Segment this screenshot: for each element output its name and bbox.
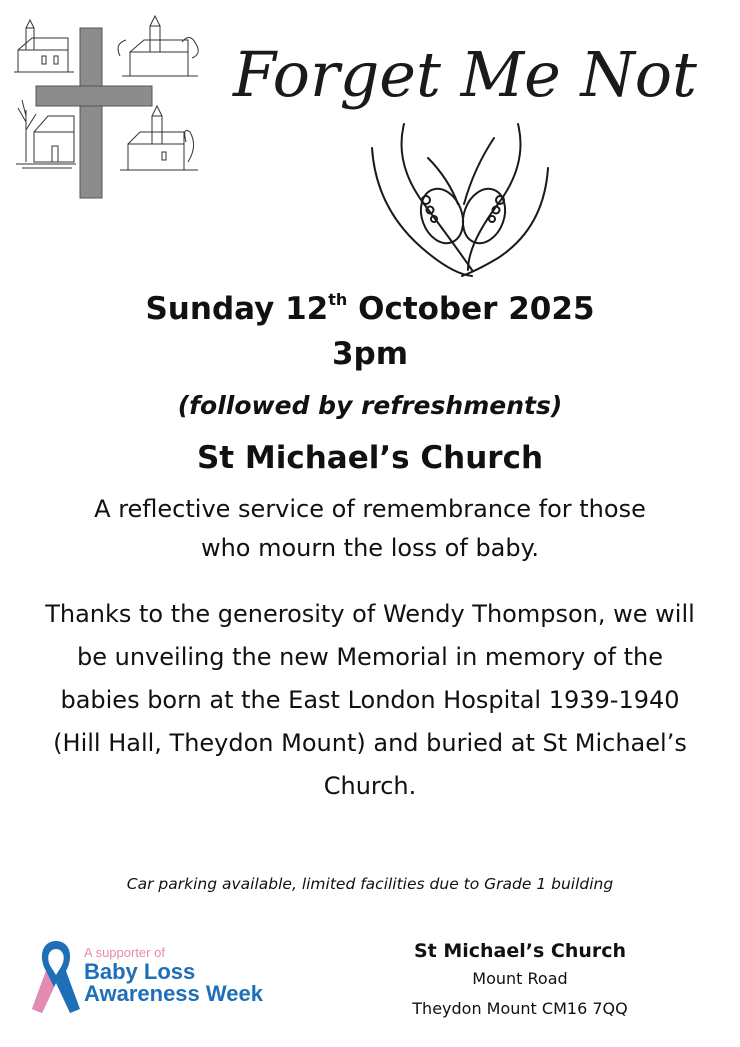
hands-holding-baby-feet-illustration bbox=[368, 118, 554, 278]
page-title bbox=[198, 30, 733, 120]
supporter-name-line2: Awareness Week bbox=[84, 981, 263, 1006]
refreshments-note: (followed by refreshments) bbox=[177, 391, 563, 420]
supporter-name-line1: Baby Loss bbox=[84, 959, 196, 984]
event-date: Sunday 12th October 2025 bbox=[145, 290, 595, 327]
event-time: 3pm bbox=[331, 336, 409, 372]
memorial-paragraph: Thanks to the generosity of Wendy Thompson, we will be unveiling the new Memorial in memory of the babies born at the East London Hospital 1939-1940 (Hill Hall, Theydon Mount) and buried at St Michael’s Church. bbox=[45, 600, 695, 800]
supporter-label: A supporter of bbox=[84, 945, 165, 960]
parking-note: Car parking available, limited facilities due to Grade 1 building bbox=[126, 875, 614, 893]
venue-heading: St Michael’s Church bbox=[196, 440, 544, 476]
church-and-cross-illustration bbox=[12, 12, 202, 202]
svg-text:Forget Me Not: Forget Me Not bbox=[233, 38, 697, 111]
baby-loss-awareness-badge bbox=[28, 935, 318, 1015]
service-description: A reflective service of remembrance for those who mourn the loss of baby. bbox=[94, 495, 646, 562]
address-line-1: Mount Road bbox=[472, 969, 568, 988]
address-line-2: Theydon Mount CM16 7QQ bbox=[412, 999, 628, 1018]
awareness-ribbon-icon bbox=[28, 935, 84, 1017]
address-name: St Michael’s Church bbox=[413, 940, 627, 962]
